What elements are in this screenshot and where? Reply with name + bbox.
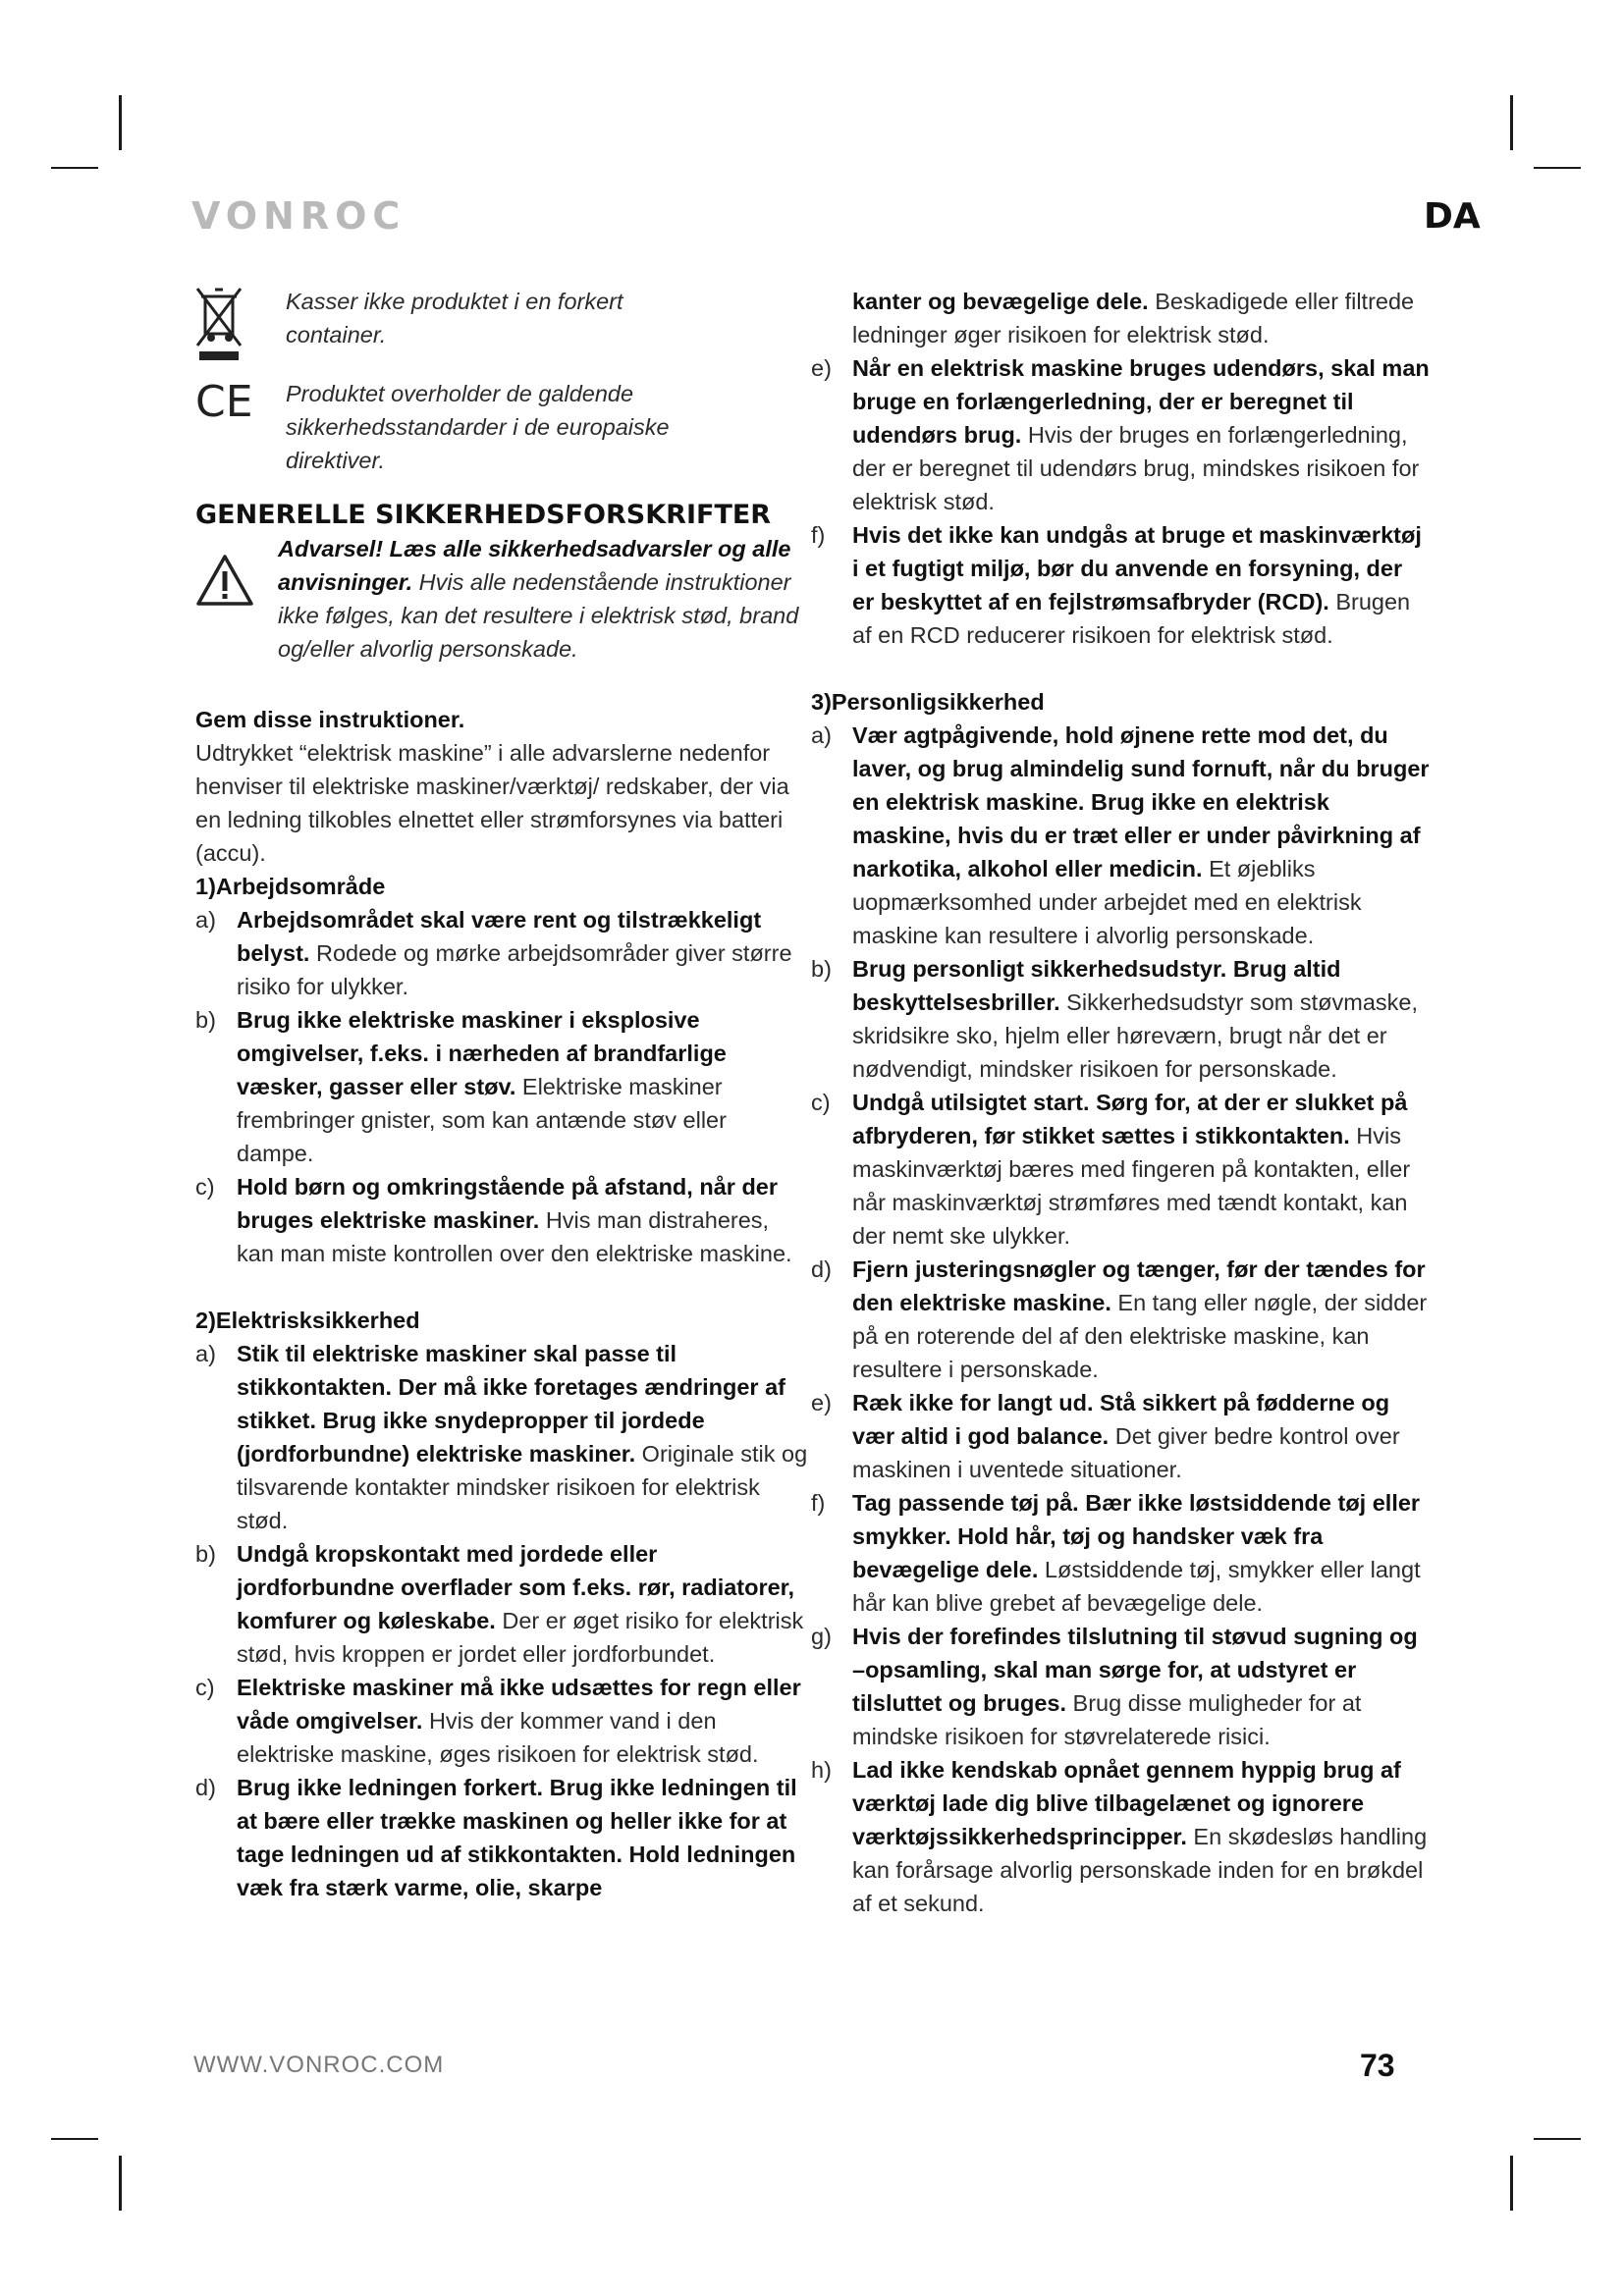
keep-instructions-title: Gem disse instruktioner.	[195, 707, 465, 732]
section-1-title: 1)Arbejdsområde	[195, 874, 386, 899]
language-code: DA	[1424, 196, 1481, 237]
section-2-title: 2)Elektrisksikkerhed	[195, 1308, 420, 1333]
list-item: b) Brug personligt sikkerhedsudstyr. Brug altid beskyttelsesbriller. Sikkerhedsudstyr som støvmaske, skridsikre sko, hjelm eller høreværn, brugt når det er nødvendigt, mindsker risikoen for personskade.	[811, 956, 1418, 1082]
left-column	[195, 285, 809, 1904]
list-item: f) Hvis det ikke kan undgås at bruge et maskinværktøj i et fugtigt miljø, bør du anvende en forsyning, der er beskyttet af en fejlstrømsafbryder (RCD). Brugen af en RCD reducerer risikoen for elektrisk stød.	[811, 522, 1422, 648]
footer-url: WWW.VONROC.COM	[193, 2052, 445, 2078]
list-item-continued: kanter og bevægelige dele. Beskadigede eller filtrede ledninger øger risikoen for elektrisk stød.	[852, 289, 1415, 347]
crop-mark	[1534, 2138, 1581, 2140]
list-item: a) Stik til elektriske maskiner skal passe til stikkontakten. Der må ikke foretages ændringer af stikket. Brug ikke snydepropper til jordede (jordforbundne) elektriske maskiner. Originale stik og tilsvarende kontakter mindsker risikoen for elektrisk stød.	[195, 1341, 808, 1533]
crop-mark	[51, 167, 98, 169]
warning-triangle-icon	[195, 554, 254, 615]
keep-instructions-text: Udtrykket “elektrisk maskine” i alle advarslerne nedenfor henviser til elektriske maskiner/værktøj/ redskaber, der via en ledning tilkobles elnettet eller strømforsynes via batteri (accu).	[195, 740, 789, 866]
list-item: a) Arbejdsområdet skal være rent og tilstrækkeligt belyst. Rodede og mørke arbejdsområder giver større risiko for ulykker.	[195, 907, 792, 999]
crop-mark	[1510, 95, 1513, 150]
symbol-row-ce	[195, 377, 809, 477]
page-title: GENERELLE SIKKERHEDSFORSKRIFTER	[195, 500, 772, 530]
crossed-bin-icon	[195, 285, 244, 372]
symbol-text-disposal: Kasser ikke produktet i en forkert container.	[286, 289, 623, 347]
crop-mark	[1534, 167, 1581, 169]
list-item: g) Hvis der forefindes tilslutning til støvud sugning og –opsamling, skal man sørge for, at udstyret er tilsluttet og bruges. Brug disse muligheder for at mindske risikoen for støvrelaterede risici.	[811, 1624, 1418, 1749]
list-item: e) Ræk ikke for langt ud. Stå sikkert på fødderne og vær altid i god balance. Det giver bedre kontrol over maskinen i uventede situationer.	[811, 1390, 1400, 1482]
brand-logo: VONROC	[191, 194, 406, 238]
crop-mark	[51, 2138, 98, 2140]
symbol-row-disposal	[195, 285, 809, 361]
page-number: 73	[1360, 2048, 1395, 2083]
list-item: d) Fjern justeringsnøgler og tænger, før der tændes for den elektriske maskine. En tang eller nøgle, der sidder på en roterende del af den elektriske maskine, kan resultere i personskade.	[811, 1256, 1428, 1382]
list-item: e) Når en elektrisk maskine bruges udendørs, skal man bruge en forlængerledning, der er beregnet til udendørs brug. Hvis der bruges en forlængerledning, der er beregnet til udendørs brug, mindskes risikoen for elektrisk stød.	[811, 355, 1430, 514]
ce-mark-icon: C​E	[195, 377, 253, 427]
list-item: d) Brug ikke ledningen forkert. Brug ikke ledningen til at bære eller trække maskinen og heller ikke for at tage ledningen ud af stikkontakten. Hold ledningen væk fra stærk varme, olie, skarpe	[195, 1775, 797, 1900]
right-column	[811, 285, 1430, 1920]
list-item: b) Undgå kropskontakt med jordede eller jordforbundne overflader som f.eks. rør, radiatorer, komfurer og køleskabe. Der er øget risiko for elektrisk stød, hvis kroppen er jordet eller jordforbundet.	[195, 1541, 804, 1667]
crop-mark	[119, 2156, 122, 2211]
warning-text: Hvis alle nedenstående instruktioner ikke følges, kan det resultere i elektrisk stød, brand og/eller alvorlig personskade.	[278, 569, 799, 662]
list-item: f) Tag passende tøj på. Bær ikke løstsiddende tøj eller smykker. Hold hår, tøj og handsker væk fra bevægelige dele. Løstsiddende tøj, smykker eller langt hår kan blive grebet af bevægelige dele.	[811, 1490, 1421, 1616]
list-item: h) Lad ikke kendskab opnået gennem hyppig brug af værktøj lade dig blive tilbagelænet og ignorere værktøjssikkerhedsprincipper. En skødesløs handling kan forårsage alvorlig personskade inden for en brøkdel af et sekund.	[811, 1757, 1428, 1916]
list-item: c) Hold børn og omkringstående på afstand, når der bruges elektriske maskiner. Hvis man distraheres, kan man miste kontrollen over den elektriske maskine.	[195, 1174, 792, 1266]
list-item: c) Elektriske maskiner må ikke udsættes for regn eller våde omgivelser. Hvis der kommer vand i den elektriske maskine, øges risikoen for elektrisk stød.	[195, 1675, 801, 1767]
section-3-title: 3)Personligsikkerhed	[811, 689, 1045, 715]
warning-lead: Advarsel! Læs alle sikkerhedsadvarsler og alle anvisninger.	[278, 536, 791, 595]
crop-mark	[119, 95, 122, 150]
warning-block	[195, 532, 809, 666]
symbol-text-ce: Produktet overholder de galdende sikkerhedsstandarder i de europaiske direktiver.	[286, 381, 670, 473]
crop-mark	[1510, 2156, 1513, 2211]
list-item: c) Undgå utilsigtet start. Sørg for, at der er slukket på afbryderen, før stikket sættes i stikkontakten. Hvis maskinværktøj bæres med fingeren på kontakten, eller når maskinværktøj strømføres med tændt kontakt, kan der nemt ske ulykker.	[811, 1090, 1411, 1249]
list-item: b) Brug ikke elektriske maskiner i eksplosive omgivelser, f.eks. i nærheden af brandfarlige væsker, gasser eller støv. Elektriske maskiner frembringer gnister, som kan antænde støv eller dampe.	[195, 1007, 727, 1166]
list-item: a) Vær agtpågivende, hold øjnene rette mod det, du laver, og brug almindelig sund fornuft, når du bruger en elektrisk maskine. Brug ikke en elektrisk maskine, hvis du er træt eller er under påvirkning af narkotika, alkohol eller medicin. Et øjebliks uopmærksomhed under arbejdet med en elektrisk maskine kan resultere i alvorlig personskade.	[811, 722, 1430, 948]
